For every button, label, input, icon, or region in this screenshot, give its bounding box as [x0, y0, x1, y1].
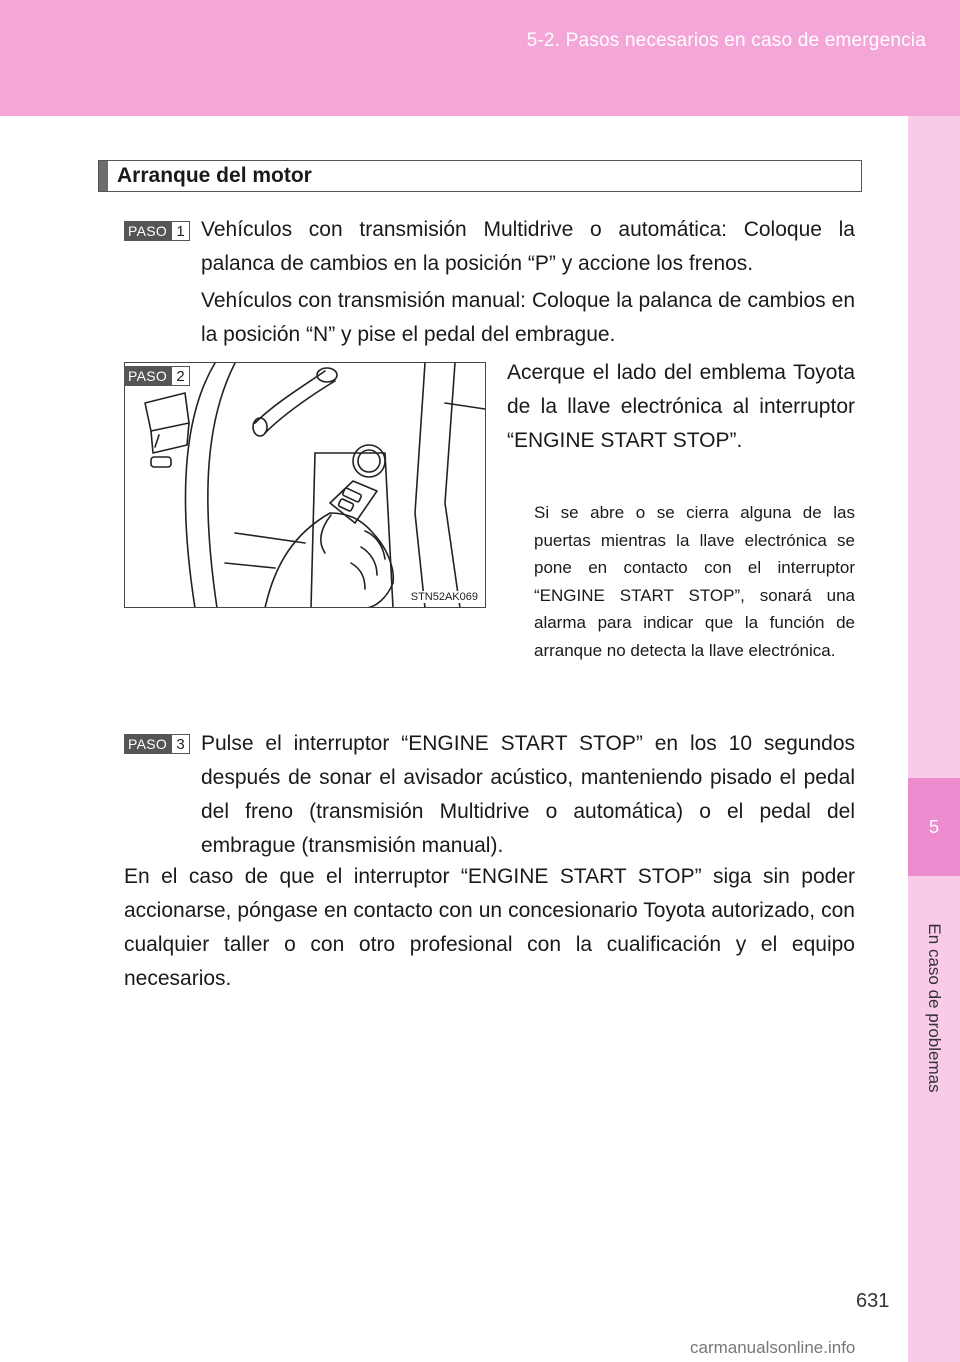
heading-marker: [99, 161, 108, 191]
chapter-number: 5: [928, 817, 939, 837]
step-1-paragraph-1: Vehículos con transmisión Multidrive o automática: Coloque la palanca de cambios en la posición “P” y accione los frenos.: [201, 218, 855, 275]
step-badge-number: 3: [171, 734, 190, 754]
section-heading: [98, 160, 862, 192]
watermark-text: carmanualsonline.info: [690, 1338, 856, 1357]
step-badge-3: [124, 734, 190, 754]
closing-paragraph: En el caso de que el interruptor “ENGINE START STOP” siga sin poder accionarse, póngase en contacto con un concesionario Toyota autorizado, con cualquier taller o con otro profesional con la cualificación y el equipo necesarios.: [124, 865, 855, 990]
step-3-text: Pulse el interruptor “ENGINE START STOP” en los 10 segundos después de sonar el avisador acústico, manteniendo pisado el pedal del freno (transmisión Multidrive o automática) o el pedal del embrague (transmisión manual).: [201, 732, 855, 857]
step-2-note: Si se abre o se cierra alguna de las puertas mientras la llave electrónica se pone en contacto con el interruptor “ENGINE START STOP”, sonará una alarma para indicar que la función de arranque no detecta la llave electrónica.: [534, 503, 855, 660]
step-2-text: Acerque el lado del emblema Toyota de la llave electrónica al interruptor “ENGINE START STOP”.: [507, 361, 855, 452]
header-band: [0, 0, 960, 116]
step-badge-number: 2: [171, 366, 190, 386]
step-badge-number: 1: [171, 221, 190, 241]
step-badge-label: PASO: [124, 221, 171, 241]
chapter-title: En caso de problemas: [925, 923, 944, 1093]
key-to-switch-illustration: [124, 362, 486, 608]
illustration-drawing: [125, 363, 486, 608]
page-number: 631: [856, 1290, 890, 1312]
section-title: 5-2. Pasos necesarios en caso de emergencia: [526, 30, 926, 51]
step-badge-label: PASO: [124, 734, 171, 754]
chapter-side-tab: [908, 116, 960, 1362]
chapter-number-box: [908, 778, 960, 876]
figure-code: STN52AK069: [410, 591, 478, 603]
step-badge-2: [124, 366, 190, 386]
step-badge-label: PASO: [124, 366, 171, 386]
step-badge-1: [124, 221, 190, 241]
step-1-paragraph-2: Vehículos con transmisión manual: Coloque la palanca de cambios en la posición “N” y pise el pedal del embrague.: [201, 289, 855, 346]
heading-label: Arranque del motor: [117, 164, 312, 187]
